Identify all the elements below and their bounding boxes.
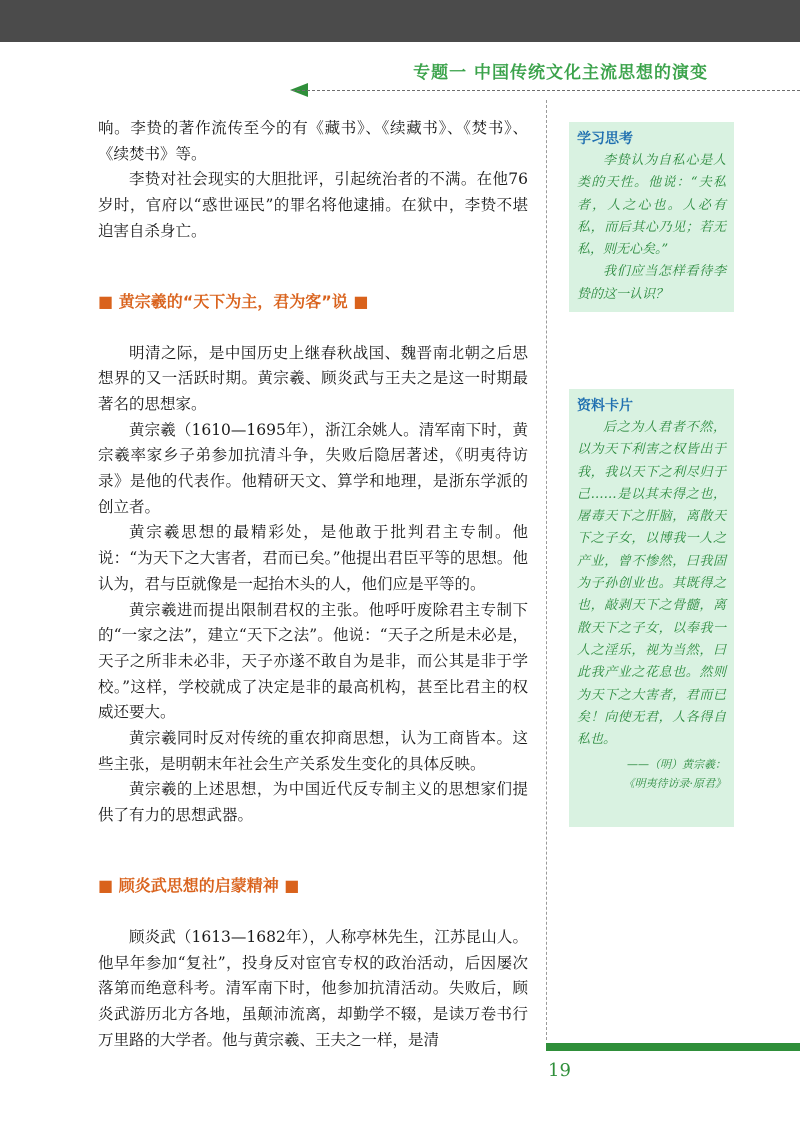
- card-title: 学习思考: [577, 131, 633, 147]
- data-card: [569, 389, 734, 827]
- paragraph: 明清之际，是中国历史上继春秋战国、魏晋南北朝之后思想界的又一活跃时期。黄宗羲、顾炎武与王夫之是这一时期最著名的思想家。: [98, 343, 528, 413]
- column-divider: [546, 100, 547, 1040]
- card-text: 李贽认为自私心是人类的天性。他说：“夫私者，人之心也。人必有私，而后其心乃见；若无私，则无心矣。”: [577, 153, 726, 258]
- section-heading-text: 黄宗羲的“天下为主，君为客”说: [118, 291, 348, 311]
- paragraph: 黄宗羲的上述思想，为中国近代反专制主义的思想家们提供了有力的思想武器。: [98, 780, 528, 825]
- main-column: [98, 116, 528, 1053]
- square-bullet-icon: ■: [98, 875, 114, 895]
- card-title: 资料卡片: [577, 398, 633, 414]
- study-think-card: [569, 122, 734, 312]
- square-bullet-icon: ■: [284, 875, 300, 895]
- card-source-author: ——（明）黄宗羲：: [627, 758, 726, 772]
- page-number: 19: [548, 1060, 571, 1081]
- square-bullet-icon: ■: [353, 291, 369, 311]
- top-bar: [0, 0, 800, 42]
- paragraph: 黄宗羲同时反对传统的重农抑商思想，认为工商皆本。这些主张，是明朝末年社会生产关系发生变化的具体反映。: [98, 729, 528, 773]
- paragraph: 黄宗羲（1610—1695年），浙江余姚人。清军南下时，黄宗羲率家乡子弟参加抗清斗争，失败后隐居著述，《明夷待访录》是他的代表作。他精研天文、算学和地理，是浙东学派的创立者。: [98, 420, 528, 516]
- paragraph: 李贽对社会现实的大胆批评，引起统治者的不满。在他76岁时，官府以“惑世诬民”的罪名将他逮捕。在狱中，李贽不堪迫害自杀身亡。: [98, 170, 528, 240]
- card-text: 后之为人君者不然，以为天下利害之权皆出于我，我以天下之利尽归于己……是以其未得之也，屠毒天下之肝脑，离散天下之子女，以博我一人之产业，曾不惨然，曰我固为子孙创业也。其既得之也，敲剥天下之骨髓，离散天下之子女，以奉我一人之淫乐，视为当然，曰此我产业之花息也。然则为天下之大害者，君而已矣！向使无君，人各得自私也。: [577, 420, 726, 748]
- section-body-huang: [98, 341, 528, 829]
- paragraph: 顾炎武（1613—1682年），人称亭林先生，江苏昆山人。他早年参加“复社”，投身反对宦官专权的政治活动，后因屡次落第而绝意科考。清军南下时，他参加抗清活动。失败后，顾炎武游历北方各地，虽颠沛流离，却勤学不辍，是读万卷书行万里路的大学者。他与黄宗羲、王夫之一样，是清: [98, 927, 528, 1049]
- card-source-work: 《明夷待访录·原君》: [623, 777, 726, 791]
- header-divider: [292, 90, 800, 91]
- paragraph: 黄宗羲进而提出限制君权的主张。他呼吁废除君主专制下的“一家之法”，建立“天下之法”。他说：“天子之所是未必是，天子之所非未必非，天子亦遂不敢自为是非，而公其是非于学校。”这样，学校就成了决定是非的最高机构，甚至比君主的权威还要大。: [98, 600, 528, 722]
- chapter-title: 专题一 中国传统文化主流思想的演变: [413, 63, 708, 83]
- bottom-bar: [546, 1043, 800, 1051]
- section-body-gu: [98, 925, 528, 1054]
- card-question: 我们应当怎样看待李贽的这一认识？: [577, 264, 726, 302]
- section-heading-text: 顾炎武思想的启蒙精神: [118, 875, 279, 895]
- section-heading-gu: [98, 873, 528, 899]
- section-heading-huang: [98, 289, 528, 315]
- square-bullet-icon: ■: [98, 291, 114, 311]
- paragraph: 黄宗羲思想的最精彩处，是他敢于批判君主专制。他说：“为天下之大害者，君而已矣。”他提出君臣平等的思想。他认为，君与臣就像是一起抬木头的人，他们应是平等的。: [98, 523, 528, 593]
- paragraph: 响。李贽的著作流传至今的有《藏书》、《续藏书》、《焚书》、《续焚书》等。: [98, 119, 528, 163]
